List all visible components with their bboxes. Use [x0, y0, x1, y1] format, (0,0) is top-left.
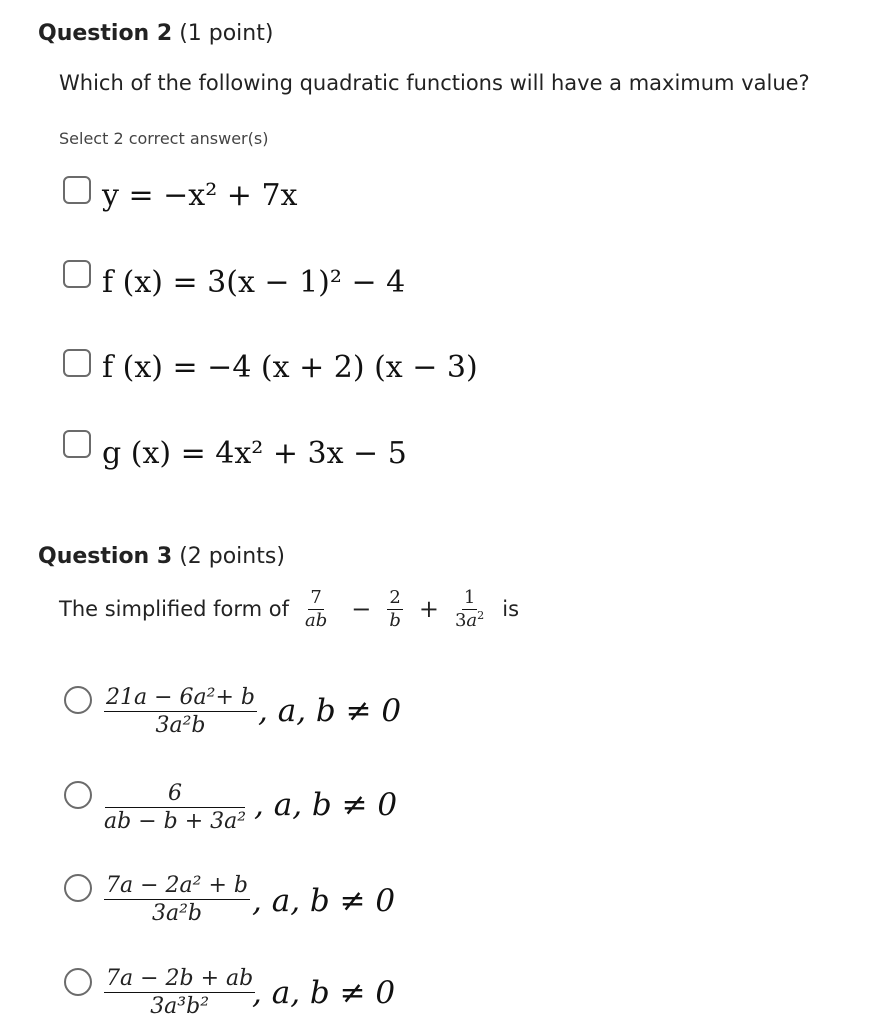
q2-option-1-checkbox[interactable] [63, 176, 91, 204]
q3-option-1-radio[interactable] [64, 686, 92, 714]
question-3-stem-prefix: The simplified form of [59, 597, 289, 622]
q3-option-2-radio[interactable] [64, 781, 92, 809]
q3-option-3-fraction [104, 874, 250, 925]
q3-option-3-numerator: 7a − 2a² + b [104, 874, 250, 900]
q3-option-1-denominator: 3a²b [155, 713, 206, 739]
question-2-hint: Select 2 correct answer(s) [59, 129, 269, 148]
q3-option-4-radio[interactable] [64, 968, 92, 996]
q3-option-2-fraction [104, 782, 246, 833]
q2-option-3[interactable] [63, 349, 91, 377]
stem-fraction-1: $\frac{7}{ab}$ [305, 587, 328, 631]
q3-option-1-fraction [104, 686, 257, 737]
q2-option-2-label: f (x) = 3(x − 1)² − 4 [102, 265, 406, 300]
question-3-title: Question 3 (2 points) [38, 544, 285, 569]
q2-option-3-checkbox[interactable] [63, 349, 91, 377]
question-2-stem: Which of the following quadratic functions will have a maximum value? [59, 71, 810, 95]
q2-option-2[interactable] [63, 260, 91, 288]
q3-option-2-denominator: ab − b + 3a² [104, 809, 247, 835]
question-3-stem: The simplified form of $\frac{7}{ab}$ − $\frac{2}{b}$ + $\frac{1}{3a^2}$ is [59, 587, 520, 631]
question-3-stem-suffix: is [502, 597, 520, 622]
q2-option-3-label: f (x) = −4 (x + 2) (x − 3) [102, 350, 478, 385]
q3-option-3-radio[interactable] [64, 874, 92, 902]
q3-option-1-condition: , a, b ≠ 0 [258, 693, 402, 729]
stem-fraction-3: $\frac{1}{3a^2}$ [454, 587, 485, 631]
q2-option-1-label: y = −x² + 7x [102, 178, 298, 213]
q3-option-1-numerator: 21a − 6a²+ b [104, 686, 257, 712]
q3-option-1[interactable] [64, 686, 92, 714]
q2-option-4[interactable] [63, 430, 91, 458]
q3-option-2-numerator: 6 [105, 782, 245, 808]
q3-option-4[interactable] [64, 968, 92, 996]
q3-option-2-condition: , a, b ≠ 0 [254, 787, 398, 823]
q3-option-4-condition: , a, b ≠ 0 [252, 975, 396, 1011]
q3-option-3[interactable] [64, 874, 92, 902]
q3-option-4-numerator: 7a − 2b + ab [104, 967, 255, 993]
q3-option-4-denominator: 3a³b² [150, 994, 210, 1020]
stem-fraction-2: $\frac{2}{b}$ [389, 587, 401, 631]
q2-option-4-label: g (x) = 4x² + 3x − 5 [102, 436, 407, 471]
q2-option-1[interactable] [63, 176, 91, 204]
q3-option-3-denominator: 3a²b [151, 901, 202, 927]
q2-option-4-checkbox[interactable] [63, 430, 91, 458]
q2-option-2-checkbox[interactable] [63, 260, 91, 288]
question-2-title: Question 2 (1 point) [38, 21, 274, 46]
q3-option-3-condition: , a, b ≠ 0 [252, 883, 396, 919]
q3-option-4-fraction [104, 967, 255, 1018]
q3-option-2[interactable] [64, 781, 92, 809]
